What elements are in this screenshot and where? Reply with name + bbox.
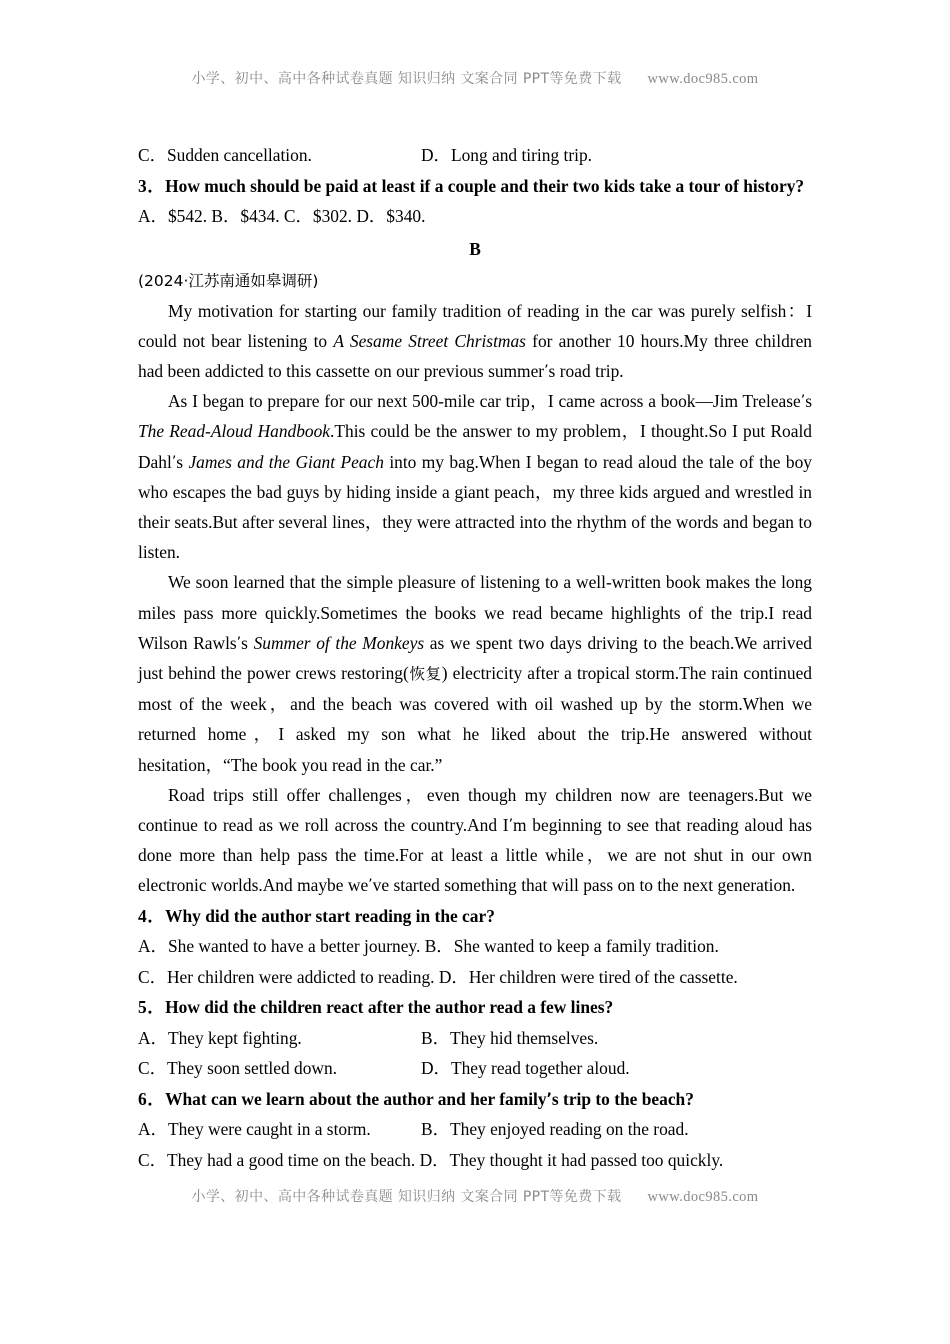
q2-options-line — [138, 140, 812, 171]
option-text: Her children were tired of the cassette. — [468, 966, 738, 987]
text-run: s trip to the beach? — [551, 1088, 694, 1109]
option-label: A． — [138, 936, 168, 957]
passage-source — [138, 266, 812, 296]
option-text: She wanted to have a better journey. — [167, 936, 425, 957]
text-run: as we spent two days driving to the beach.We arrived just behind the power crews restoring( — [138, 632, 812, 683]
text-run: What can we learn about the author and her family — [165, 1088, 547, 1109]
italic-title: The Read-Aloud Handbook — [138, 421, 331, 442]
text-run: As I began to prepare for our next 500-mile car trip，I came across a book—Jim Trelease — [168, 391, 801, 412]
question-3-number: 3． — [138, 175, 166, 196]
question-6-number: 6． — [138, 1088, 166, 1109]
option-b[interactable] — [425, 936, 719, 956]
header-watermark-chinese: 小学、初中、高中各种试卷真题 知识归纳 文案合同 PPT等免费下载 — [191, 71, 622, 87]
text-run: s — [241, 632, 254, 653]
option-text: They enjoyed reading on the road. — [450, 1119, 689, 1140]
question-6-options-row-2 — [138, 1145, 812, 1176]
italic-title: James and the Giant Peach — [188, 451, 384, 472]
text-run: My motivation for starting our family tradition of reading in the car was purely selfish：I could not bear listening to — [138, 300, 812, 351]
text-run: s — [176, 451, 189, 472]
text-run: into my bag.When I began to read aloud the tale of the boy who escapes the bad guys by hiding inside a giant peach，my three kids argued and wrestled in their seats.But after several lines，they were attracted into the rhythm of the words and began to listen. — [138, 451, 812, 563]
question-4-options-row-2 — [138, 962, 812, 993]
apostrophe: ’ — [236, 634, 242, 651]
option-text-c: Sudden cancellation. — [167, 145, 312, 165]
question-6-stem — [138, 1084, 812, 1115]
question-5-stem — [138, 992, 812, 1023]
option-d[interactable] — [420, 1150, 724, 1170]
option-c[interactable] — [138, 1150, 420, 1170]
option-label: D． — [421, 1058, 451, 1079]
italic-title: A Sesame Street Christmas — [333, 330, 526, 351]
header-watermark — [138, 68, 812, 88]
option-text: They had a good time on the beach. — [167, 1149, 420, 1170]
text-run: m beginning to see that reading aloud has done more than help pass the time.For at least a little while，we are not shut in our own electronic worlds.And maybe we — [138, 814, 812, 896]
option-d[interactable] — [439, 967, 738, 987]
apostrophe: ’ — [171, 453, 177, 470]
questions-container — [138, 901, 812, 1176]
section-letter-b: B — [469, 238, 481, 259]
passage-container — [138, 296, 812, 901]
question-5-text: How did the children react after the author read a few lines? — [165, 997, 614, 1018]
question-4-stem — [138, 901, 812, 932]
option-c[interactable] — [138, 1053, 421, 1084]
option-label: D． — [438, 966, 469, 987]
question-5-options-row-2 — [138, 1053, 812, 1084]
apostrophe: ’ — [544, 362, 549, 379]
option-label: C． — [138, 966, 167, 987]
footer-watermark-chinese: 小学、初中、高中各种试卷真题 知识归纳 文案合同 PPT等免费下载 — [191, 1189, 622, 1205]
apostrophe: ’ — [368, 877, 373, 894]
text-run: ) electricity after a tropical storm.The rain continued most of the week，and the beach was covered with oil washed up by the storm.When we returned home，I asked my son what he liked about the trip.He answered without hesitation，“The book you read in the car.” — [138, 662, 812, 775]
option-b[interactable] — [421, 1119, 689, 1139]
question-5-number: 5． — [138, 997, 166, 1018]
question-4-options-row-1 — [138, 931, 812, 962]
option-text: They thought it had passed too quickly. — [449, 1149, 724, 1170]
option-label: B． — [424, 936, 454, 957]
option-label: B． — [421, 1119, 450, 1140]
question-6-options-row-1 — [138, 1114, 812, 1145]
option-b[interactable] — [421, 1028, 598, 1048]
option-label: C． — [138, 1149, 167, 1170]
option-text: They were caught in a storm. — [167, 1119, 371, 1140]
option-text: Her children were addicted to reading. — [167, 966, 439, 987]
option-text: They soon settled down. — [167, 1058, 338, 1079]
passage-paragraph-4 — [138, 780, 812, 901]
option-a[interactable] — [138, 1114, 421, 1145]
question-3-stem — [138, 171, 812, 202]
text-run: Road trips still offer challenges，even though my children now are teenagers.But we continue to read as we roll across the country.And I — [138, 784, 812, 835]
option-label-d: D． — [421, 145, 451, 165]
option-c[interactable] — [138, 967, 439, 987]
passage-paragraph-1 — [138, 296, 812, 387]
header-watermark-url: www.doc985.com — [647, 71, 759, 87]
text-run: .This could be the answer to my problem，I thought.So I put Roald Dahl — [138, 421, 813, 472]
text-run: for another 10 hours.My three children had been addicted to this cassette on our previous summer — [138, 330, 812, 381]
passage-source-text: (2024·江苏南通如皋调研) — [138, 271, 319, 290]
footer-watermark-url: www.doc985.com — [647, 1189, 759, 1205]
passage-paragraph-3 — [138, 567, 812, 779]
option-label: D． — [419, 1149, 450, 1170]
option-a[interactable] — [138, 1023, 421, 1054]
text-run: We soon learned that the simple pleasure of listening to a well-written book makes the long miles pass more quickly.Sometimes the books we read became highlights of the trip.I read Wilson Rawls — [138, 572, 812, 653]
text-run: ve started something that will pass on to the next generation. — [372, 875, 796, 896]
question-4-number: 4． — [138, 905, 166, 926]
option-text: They hid themselves. — [450, 1027, 599, 1048]
chinese-gloss: 恢复 — [408, 664, 442, 683]
question-3-text: How much should be paid at least if a couple and their two kids take a tour of history? — [165, 175, 805, 196]
document-body — [138, 140, 812, 1175]
option-text: They read together aloud. — [450, 1058, 630, 1079]
apostrophe: ’ — [508, 816, 514, 833]
question-4-text: Why did the author start reading in the car? — [165, 905, 495, 926]
option-text: She wanted to keep a family tradition. — [453, 936, 719, 957]
option-label: A． — [138, 1119, 168, 1140]
apostrophe: ’ — [800, 393, 806, 410]
option-label-c: C． — [138, 145, 167, 165]
option-d[interactable] — [421, 1058, 630, 1078]
italic-title: Summer of the Monkeys — [253, 632, 425, 653]
question-3-options: A．$542. B．$434. C．$302. D．$340. — [138, 206, 426, 226]
option-label: B． — [421, 1027, 450, 1048]
text-run: s road trip. — [548, 360, 624, 381]
option-label: A． — [138, 1027, 168, 1048]
option-text: They kept fighting. — [167, 1027, 302, 1048]
apostrophe: ’ — [546, 1090, 552, 1107]
text-run: s — [805, 391, 812, 412]
footer-watermark — [138, 1186, 812, 1206]
question-5-options-row-1 — [138, 1023, 812, 1054]
passage-paragraph-2 — [138, 386, 812, 567]
option-text-d: Long and tiring trip. — [450, 145, 592, 165]
option-label: C． — [138, 1058, 167, 1079]
option-a[interactable] — [138, 936, 425, 956]
